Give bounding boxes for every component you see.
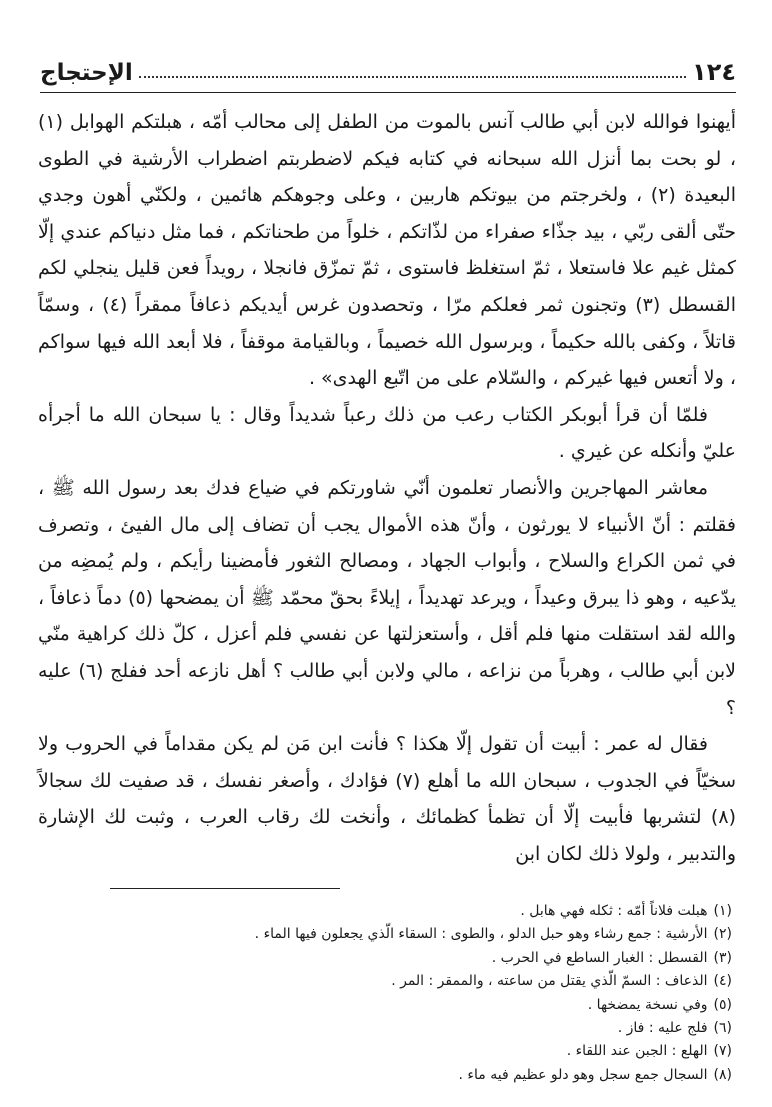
- footnote: [40, 923, 732, 946]
- footnote-number: (٢): [713, 926, 732, 943]
- footnote: [40, 1017, 732, 1040]
- footnote-text: الذعاف : السمّ الّذي يقتل من ساعته ، والممقر : المر .: [391, 973, 708, 990]
- footnote-number: (٤): [713, 973, 732, 990]
- footnote-text: السجال جمع سجل وهو دلو عظيم فيه ماء .: [458, 1066, 708, 1083]
- footnote: [40, 1064, 732, 1087]
- paragraph: فلمّا أن قرأ أبوبكر الكتاب رعب من ذلك رعباً شديداً وقال : يا سبحان الله ما أجرأه عليّ وأنكله عن غيري .: [38, 403, 736, 463]
- footnote-text: الهلع : الجبن عند اللقاء .: [566, 1043, 708, 1060]
- page-header: [40, 52, 736, 86]
- footnote: [40, 970, 732, 993]
- header-dot-leader: [139, 76, 686, 78]
- paragraph: فقال له عمر : أبيت أن تقول إلّا هكذا ؟ فأنت ابن مَن لم يكن مقداماً في الحروب ولا سخيّاً في الجدوب ، سبحان الله ما أهلع (٧) فؤادك ، وأصغر نفسك ، قد صفيت لك سجالاً (٨) لتشربها فأبيت إلّا أن تظمأ كظمائك ، وأنخت لك رقاب العرب ، وثبت لك الإشارة والتدبير ، ولولا ذلك لكان ابن: [38, 733, 736, 865]
- footnote: [40, 994, 732, 1017]
- footnote-text: الأرشية : جمع رشاء وهو حبل الدلو ، والطوى : السقاء الّذي يجعلون فيها الماء .: [254, 926, 708, 943]
- footnote-number: (٣): [713, 949, 732, 966]
- footnote-number: (٨): [713, 1066, 732, 1083]
- footnote: [40, 947, 732, 970]
- footnote-text: القسطل : الغبار الساطع في الحرب .: [491, 949, 708, 966]
- footnote: [40, 1040, 732, 1063]
- running-title: الإحتجاج: [40, 60, 133, 86]
- footnote-number: (٦): [713, 1020, 732, 1037]
- footnote-number: (١): [713, 903, 732, 919]
- footnote-number: (٥): [713, 996, 732, 1013]
- footnote-number: (٧): [713, 1043, 732, 1060]
- footnote-rule: [110, 888, 340, 889]
- footnote-text: وفي نسخة يمضخها .: [587, 996, 708, 1013]
- footnote-text: فلج عليه : فاز .: [617, 1020, 708, 1037]
- main-text: [38, 104, 736, 872]
- paragraph: أيهنوا فوالله لابن أبي طالب آنس بالموت من الطفل إلى محالب أمّه ، هبلتكم الهوابل (١) ، لو بحت بما أنزل الله سبحانه في كتابه فيكم لاضطربتم اضطراب الأرشية في الطوى البعيدة (٢) ، ولخرجتم من بيوتكم هاربين ، وعلى وجوهكم هائمين ، ولكنّي أهون وجدي حتّى ألقى ربّي ، بيد جذّاء صفراء من لذّاتكم ، خلواً من طحناتكم ، فما مثل دنياكم عندي إلّا كمثل غيم علا فاستعلا ، ثمّ استغلظ فاستوى ، ثمّ تمزّق فانجلا ، رويداً فعن قليل ينجلي لكم القسطل (٣) وتجنون ثمر فعلكم مرّا ، وتحصدون غرس أيديكم ذعافاً ممقراً (٤) ، وسمّاً قاتلاً ، وكفى بالله حكيماً ، وبرسول الله خصيماً ، وبالقيامة موقفاً ، فلا أبعد الله فيها سواكم ، ولا أتعس فيها غيركم ، والسّلام على من اتّبع الهدى» .: [38, 111, 736, 390]
- header-rule: [40, 92, 736, 93]
- footnote-text: هبلت فلاناً أمّه : ثكله فهي هابل .: [520, 903, 708, 919]
- footnotes: [40, 900, 732, 1087]
- page-number: ١٢٤: [692, 58, 736, 86]
- paragraph: معاشر المهاجرين والأنصار تعلمون أنّي شاورتكم في ضياع فدك بعد رسول الله ﷺ ، فقلتم : أنّ الأنبياء لا يورثون ، وأنّ هذه الأموال يجب أن تضاف إلى مال الفيئ ، وتصرف في ثمن الكراع والسلاح ، وأبواب الجهاد ، ومصالح الثغور فأمضينا رأيكم ، ولم يُمضِه من يدّعيه ، وهو ذا يبرق وعيداً ، ويرعد تهديداً ، إيلاءً بحقّ محمّد ﷺ أن يمضحها (٥) دماً ذعافاً ، والله لقد استقلت منها فلم أقل ، وأستعزلتها عن نفسي فلم أعزل ، كلّ ذلك كراهية منّي لابن أبي طالب ، وهرباً من نزاعه ، مالي ولابن أبي طالب ؟ أهل نازعه أحد ففلج (٦) عليه ؟: [38, 476, 736, 719]
- footnote: [40, 900, 732, 923]
